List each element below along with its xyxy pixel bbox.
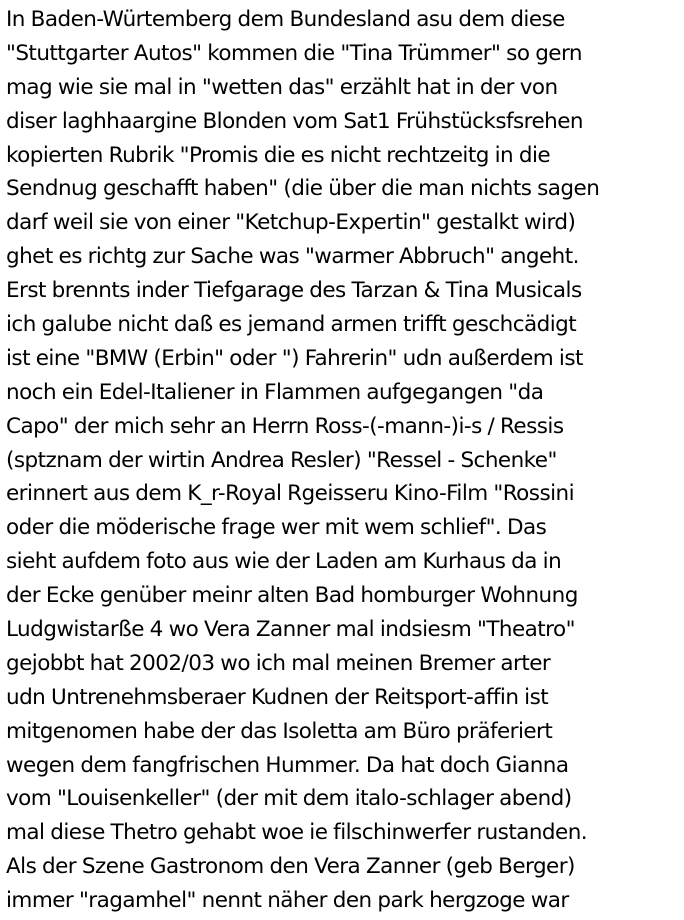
- text-line: mag wie sie mal in "wetten das" erzählt hat in der von: [6, 74, 558, 100]
- text-line: der Ecke genüber meinr alten Bad homburger Wohnung: [6, 583, 578, 609]
- text-line: ich galube nicht daß es jemand armen trifft geschcädigt: [6, 312, 577, 338]
- text-line: kopierten Rubrik "Promis die es nicht rechtzeitg in die: [6, 142, 551, 168]
- text-line: In Baden-Würtemberg dem Bundesland asu dem diese: [6, 7, 565, 32]
- text-line: oder die möderische frage wer mit wem schlief". Das: [6, 515, 547, 541]
- text-line: vom "Louisenkeller" (der mit dem italo-schlager abend): [6, 786, 572, 812]
- text-line: ist eine "BMW (Erbin" oder ") Fahrerin" udn außerdem ist: [6, 345, 583, 371]
- text-line: "Stuttgarter Autos" kommen die "Tina Trümmer" so gern: [6, 40, 582, 66]
- text-line: Erst brennts inder Tiefgarage des Tarzan & Tina Musicals: [6, 278, 582, 304]
- text-line: Ludgwistarße 4 wo Vera Zanner mal indsiesm "Theatro": [6, 617, 575, 643]
- text-line: udn Untrenehmsberaer Kudnen der Reitsport-affin ist: [6, 684, 549, 710]
- text-line: mal diese Thetro gehabt woe ie filschinwerfer rustanden.: [6, 820, 588, 846]
- text-line: gejobbt hat 2002/03 wo ich mal meinen Bremer arter: [6, 650, 551, 676]
- document-body: [6, 0, 682, 918]
- text-line: erinnert aus dem K_r-Royal Rgeisseru Kino-Film "Rossini: [6, 481, 575, 507]
- text-line: sieht aufdem foto aus wie der Laden am Kurhaus da in: [6, 549, 562, 575]
- text-line: mitgenomen habe der das Isoletta am Büro präferiert: [6, 718, 553, 744]
- text-line: immer "ragamhel" nennt näher den park hergzoge war: [6, 888, 569, 914]
- text-line: ghet es richtg zur Sache was "warmer Abbruch" angeht.: [6, 244, 579, 270]
- text-line: Sendnug geschafft haben" (die über die man nichts sagen: [6, 176, 600, 202]
- text-line: darf weil sie von einer "Ketchup-Expertin" gestalkt wird): [6, 210, 576, 236]
- text-line: wegen dem fangfrischen Hummer. Da hat doch Gianna: [6, 752, 569, 778]
- text-line: Als der Szene Gastronom den Vera Zanner (geb Berger): [6, 854, 575, 880]
- text-line: (sptznam der wirtin Andrea Resler) "Ressel - Schenke": [6, 447, 557, 473]
- text-line: diser laghhaargine Blonden vom Sat1 Frühstücksfsrehen: [6, 108, 583, 134]
- text-line: Capo" der mich sehr an Herrn Ross-(-mann-)i-s / Ressis: [6, 413, 564, 439]
- text-line: noch ein Edel-Italiener in Flammen aufgegangen "da: [6, 379, 544, 405]
